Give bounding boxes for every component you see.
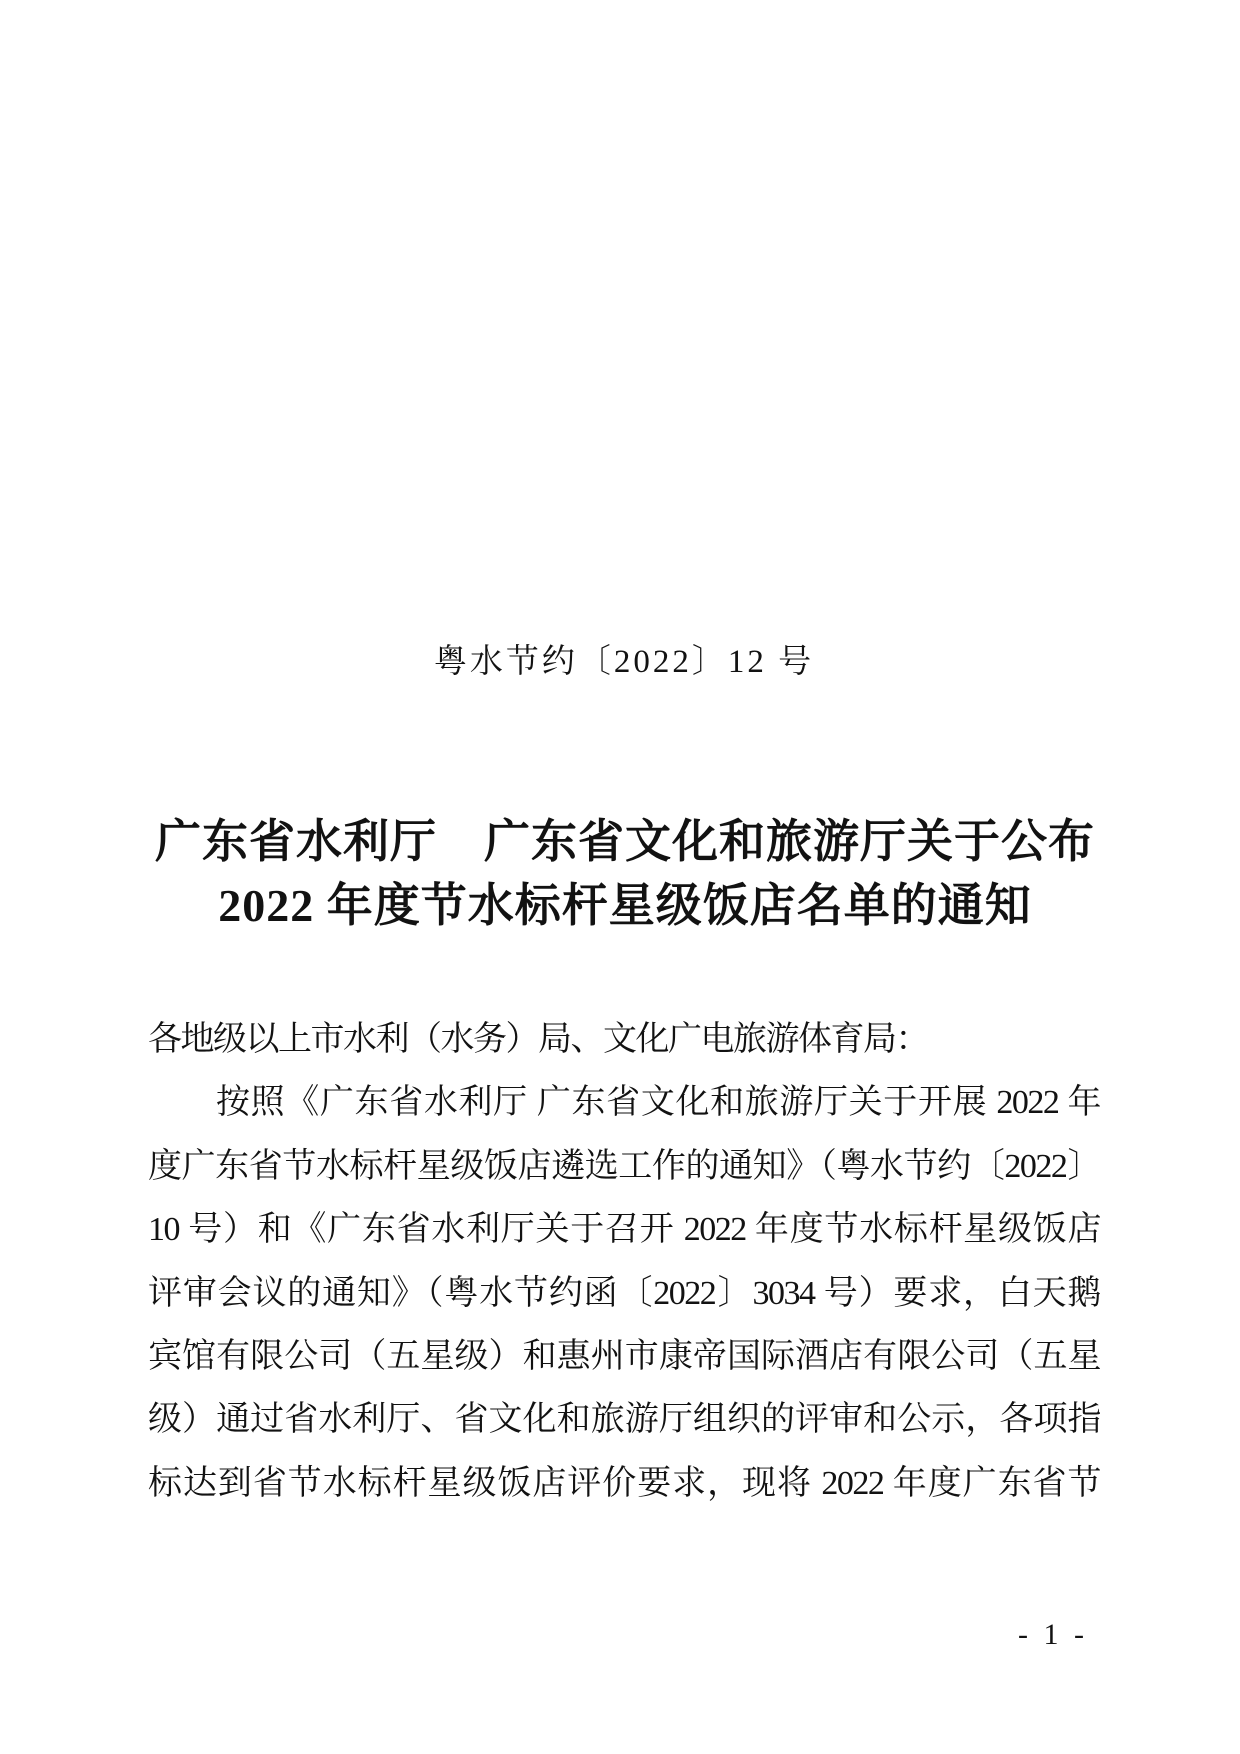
paragraph-line: 宾馆有限公司（五星级）和惠州市康帝国际酒店有限公司（五星 <box>148 1337 1100 1375</box>
paragraph-line: 按照《广东省水利厅 广东省文化和旅游厅关于开展 2022 年 <box>216 1084 1100 1122</box>
document-title <box>70 810 1180 938</box>
paragraph-line: 评审会议的通知》（粤水节约函〔2022〕3034 号）要求，白天鹅 <box>148 1274 1100 1312</box>
document-title-line-2: 2022 年度节水标杆星级饭店名单的通知 <box>218 880 1032 931</box>
paragraph-line: 级）通过省水利厅、省文化和旅游厅组织的评审和公示，各项指 <box>148 1401 1100 1439</box>
document-reference-number: 粤水节约〔2022〕12 号 <box>433 644 815 680</box>
paragraph-line: 度广东省节水标杆星级饭店遴选工作的通知》（粤水节约〔2022〕 <box>148 1147 1100 1185</box>
paragraph-line: 10 号）和《广东省水利厅关于召开 2022 年度节水标杆星级饭店 <box>148 1211 1100 1249</box>
document-body <box>148 1008 1100 1515</box>
page-number: - 1 - <box>1018 1618 1088 1651</box>
document-title-line-1: 广东省水利厅 广东省文化和旅游厅关于公布 <box>155 816 1095 867</box>
salutation-line: 各地级以上市水利（水务）局、文化广电旅游体育局： <box>148 1021 928 1058</box>
paragraph-line: 标达到省节水标杆星级饭店评价要求，现将 2022 年度广东省节 <box>148 1464 1100 1502</box>
